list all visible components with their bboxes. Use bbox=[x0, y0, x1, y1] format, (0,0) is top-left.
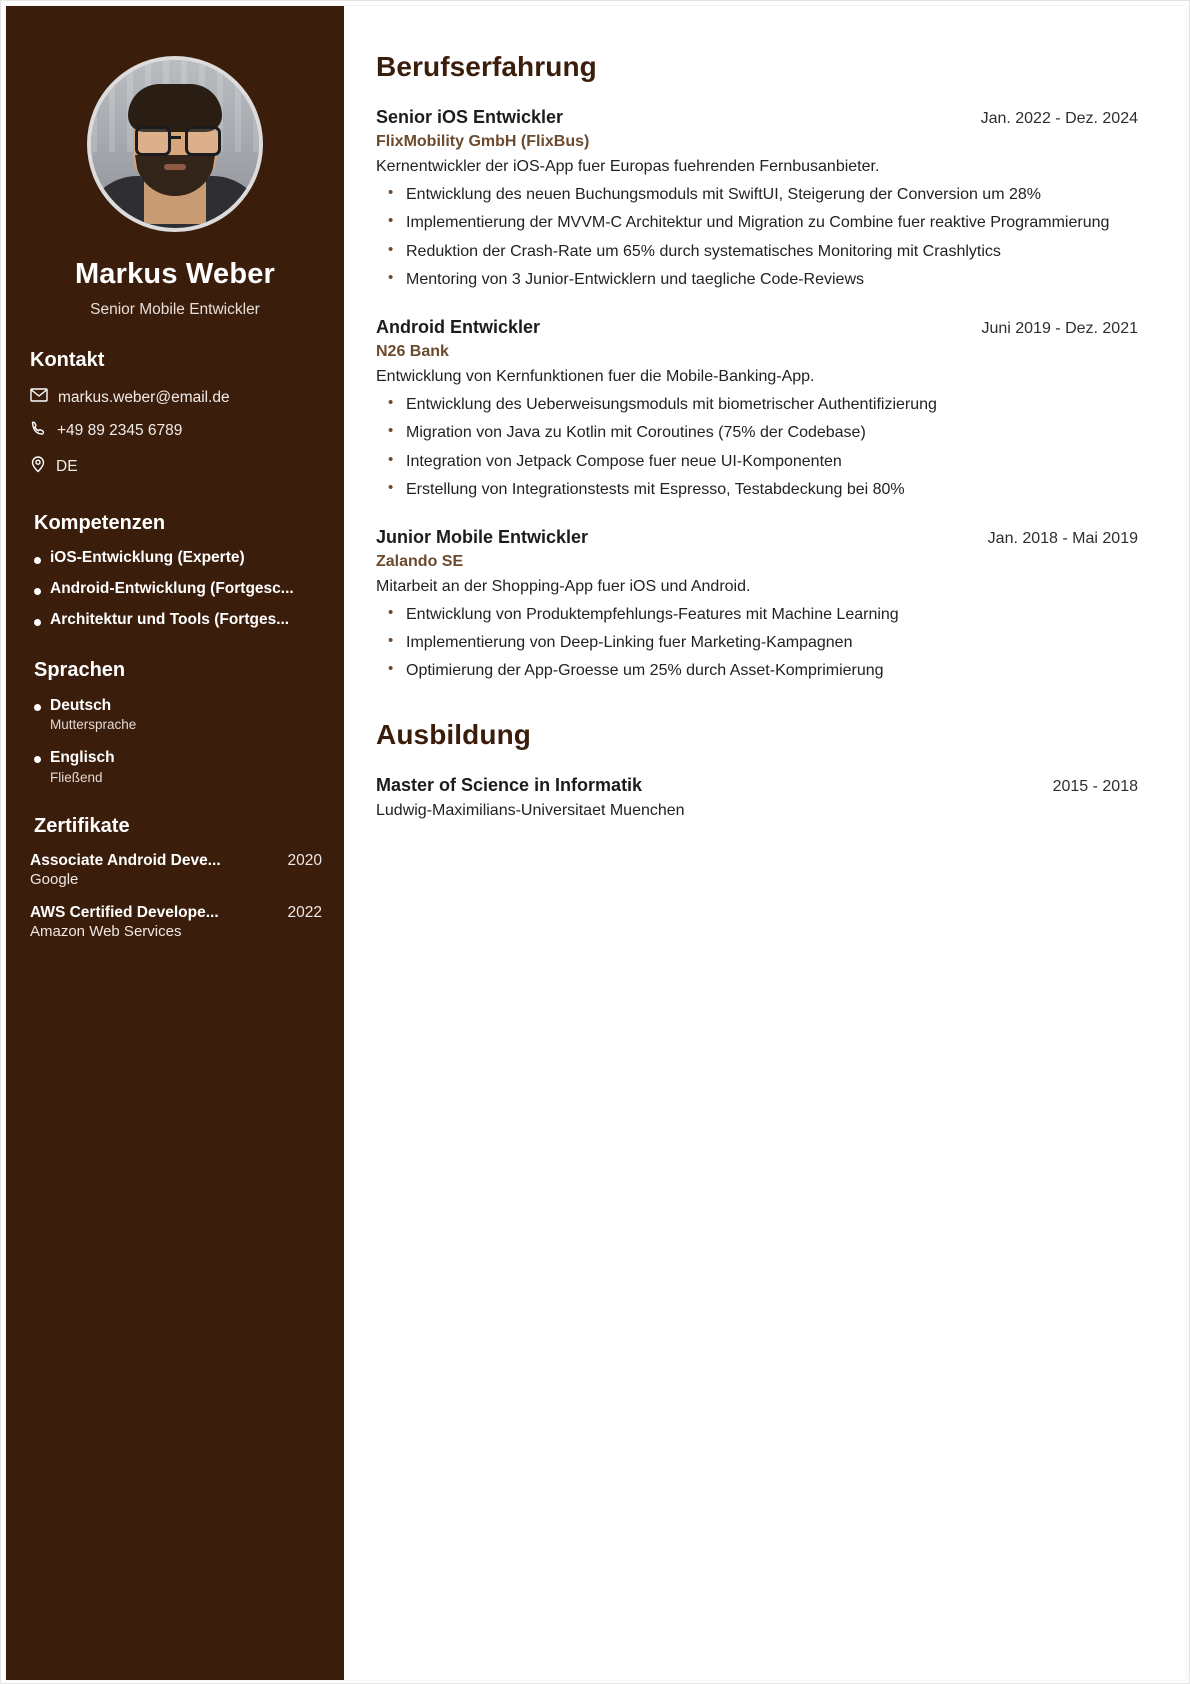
contact-item-location bbox=[28, 455, 322, 478]
contact-location-value: DE bbox=[56, 457, 78, 475]
contact-heading: Kontakt bbox=[30, 349, 105, 371]
contact-phone-value: +49 89 2345 6789 bbox=[57, 422, 183, 439]
list-item bbox=[28, 696, 322, 732]
job-title: Android Entwickler bbox=[376, 316, 541, 337]
experience-entry bbox=[376, 317, 1138, 501]
contact-email-value: markus.weber@email.de bbox=[58, 388, 230, 406]
certificate-name: Associate Android Deve... bbox=[30, 851, 221, 869]
contact-item-phone bbox=[28, 420, 322, 442]
job-point: • Implementierung von Deep-Linking fuer Marketing-Kampagnen bbox=[376, 631, 1138, 654]
job-date: Juni 2019 - Dez. 2021 bbox=[981, 319, 1138, 337]
bullet-dot-icon bbox=[34, 619, 41, 626]
list-item bbox=[28, 611, 322, 629]
job-summary: Mitarbeit an der Shopping-App fuer iOS und Android. bbox=[376, 577, 751, 595]
main-content bbox=[344, 6, 1186, 1680]
job-point: • Migration von Java zu Kotlin mit Coroutines (75% der Codebase) bbox=[376, 421, 1138, 444]
skill-label: Android-Entwicklung (Fortgesc... bbox=[50, 580, 294, 597]
job-points bbox=[376, 183, 1138, 291]
language-name: Deutsch bbox=[50, 697, 112, 714]
contact-list bbox=[28, 388, 322, 478]
skills-section bbox=[28, 512, 322, 629]
job-company: Zalando SE bbox=[376, 552, 464, 570]
avatar bbox=[87, 56, 263, 232]
job-title: Junior Mobile Entwickler bbox=[376, 526, 589, 547]
certificate-year: 2020 bbox=[287, 851, 322, 869]
job-point: • Entwicklung des neuen Buchungsmoduls mit SwiftUI, Steigerung der Conversion um 28% bbox=[376, 183, 1138, 206]
sidebar bbox=[6, 6, 344, 1680]
certificate-year: 2022 bbox=[287, 903, 322, 921]
skills-heading: Kompetenzen bbox=[34, 512, 166, 534]
location-pin-icon bbox=[30, 455, 46, 478]
job-point: • Entwicklung von Produktempfehlungs-Features mit Machine Learning bbox=[376, 603, 1138, 626]
skill-label: Architektur und Tools (Fortges... bbox=[50, 611, 290, 628]
bullet-dot-icon bbox=[34, 588, 41, 595]
languages-section bbox=[28, 659, 322, 785]
job-point: • Integration von Jetpack Compose fuer neue UI-Komponenten bbox=[376, 450, 1138, 473]
bullet-dot-icon bbox=[34, 704, 41, 711]
job-summary: Kernentwickler der iOS-App fuer Europas fuehrenden Fernbusanbieter. bbox=[376, 158, 880, 175]
job-company: FlixMobility GmbH (FlixBus) bbox=[376, 133, 590, 150]
job-point: • Implementierung der MVVM-C Architektur und Migration zu Combine fuer reaktive Programmierung bbox=[376, 211, 1138, 234]
language-name: Englisch bbox=[50, 749, 115, 767]
avatar-container bbox=[28, 56, 322, 232]
languages-heading: Sprachen bbox=[34, 659, 126, 681]
certificate-issuer: Amazon Web Services bbox=[30, 922, 182, 940]
phone-icon bbox=[30, 420, 47, 442]
education-degree: Master of Science in Informatik bbox=[376, 774, 643, 795]
bullet-dot-icon bbox=[34, 756, 41, 763]
job-date: Jan. 2022 - Dez. 2024 bbox=[980, 110, 1138, 127]
education-school: Ludwig-Maximilians-Universitaet Muenchen bbox=[376, 801, 685, 819]
list-item bbox=[28, 904, 322, 940]
language-level: Fließend bbox=[50, 769, 103, 785]
education-date: 2015 - 2018 bbox=[1052, 777, 1138, 795]
experience-entry bbox=[376, 527, 1138, 683]
job-title: Senior iOS Entwickler bbox=[376, 107, 564, 127]
education-heading: Ausbildung bbox=[376, 718, 531, 750]
experience-heading: Berufserfahrung bbox=[376, 51, 597, 82]
list-item bbox=[28, 852, 322, 888]
job-points bbox=[376, 603, 1138, 683]
candidate-name: Markus Weber bbox=[74, 258, 276, 290]
job-date: Jan. 2018 - Mai 2019 bbox=[987, 529, 1138, 547]
skill-label: iOS-Entwicklung (Experte) bbox=[50, 549, 245, 566]
job-company: N26 Bank bbox=[376, 342, 449, 360]
job-point: • Erstellung von Integrationstests mit Espresso, Testabdeckung bei 80% bbox=[376, 478, 1138, 501]
job-summary: Entwicklung von Kernfunktionen fuer die Mobile-Banking-App. bbox=[376, 367, 815, 385]
list-item bbox=[28, 748, 322, 784]
certificates-heading: Zertifikate bbox=[34, 814, 130, 837]
bullet-dot-icon bbox=[34, 557, 41, 564]
education-entry bbox=[376, 775, 1138, 820]
certificate-name: AWS Certified Develope... bbox=[30, 903, 219, 921]
language-level: Muttersprache bbox=[50, 717, 137, 733]
job-point: • Entwicklung des Ueberweisungsmoduls mit biometrischer Authentifizierung bbox=[376, 393, 1138, 416]
envelope-icon bbox=[30, 388, 48, 407]
certificate-issuer: Google bbox=[30, 870, 79, 888]
job-point: • Reduktion der Crash-Rate um 65% durch systematisches Monitoring mit Crashlytics bbox=[376, 240, 1138, 263]
resume-document bbox=[6, 6, 1186, 1680]
job-points bbox=[376, 393, 1138, 501]
job-point: • Mentoring von 3 Junior-Entwicklern und taegliche Code-Reviews bbox=[376, 268, 1138, 291]
contact-item-email bbox=[28, 388, 322, 407]
job-point: • Optimierung der App-Groesse um 25% durch Asset-Komprimierung bbox=[376, 659, 1138, 682]
experience-entry bbox=[376, 107, 1138, 291]
list-item bbox=[28, 580, 322, 598]
list-item bbox=[28, 549, 322, 567]
certificates-section bbox=[28, 815, 322, 940]
candidate-role: Senior Mobile Entwickler bbox=[90, 301, 260, 318]
